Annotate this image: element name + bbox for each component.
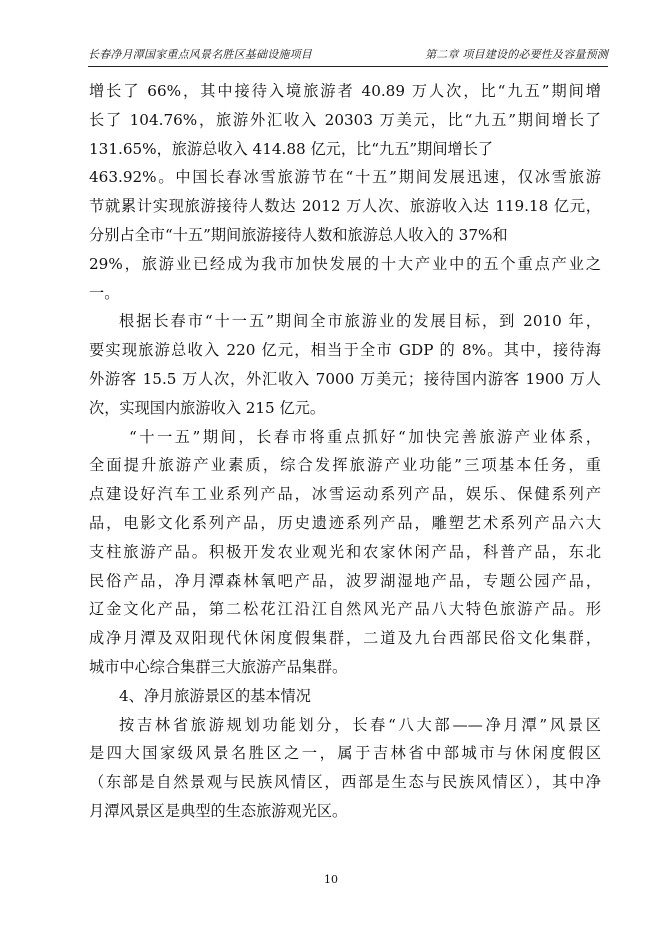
text-line: 支柱旅游产品。积极开发农业观光和农家休闲产品，科普产品，东北 — [89, 542, 601, 561]
text-line: 月潭风景区是典型的生态旅游观光区。 — [89, 801, 348, 820]
text-line: 辽金文化产品，第二松花江沿江自然风光产品八大特色旅游产品。形 — [89, 600, 601, 619]
text-line: 点建设好汽车工业系列产品，冰雪运动系列产品，娱乐、保健系列产 — [89, 485, 601, 504]
text-line: 品，电影文化系列产品，历史遗迹系列产品，雕塑艺术系列产品六大 — [89, 513, 601, 532]
text-line: 一。 — [89, 283, 120, 302]
section-heading: 4、净月旅游景区的基本情况 — [119, 686, 311, 705]
text-line: 成净月潭及双阳现代休闲度假集群，二道及九台西部民俗文化集群， — [89, 629, 601, 648]
text-line: 民俗产品，净月潭森林氧吧产品，波罗湖湿地产品，专题公园产品， — [89, 571, 601, 590]
text-line: 分别占全市“十五”期间旅游接待人数和旅游总人收入的 37%和 — [89, 225, 508, 244]
paragraph-eleventh-five-year-plan — [89, 423, 601, 682]
page-number: 10 — [324, 873, 338, 886]
paragraph-tourism-growth — [89, 77, 601, 307]
text-line: 长了 104.76%，旅游外汇收入 20303 万美元，比“九五”期间增长了 — [89, 110, 601, 129]
body-text — [89, 77, 601, 826]
header-chapter-title: 第二章 项目建设的必要性及容量预测 — [425, 48, 608, 61]
text-line: “十一五”期间，长春市将重点抓好“加快完善旅游产业体系， — [129, 427, 601, 446]
text-line: 增长了 66%，其中接待入境旅游者 40.89 万人次，比“九五”期间增 — [89, 82, 601, 100]
text-line: 根据长春市“十一五”期间全市旅游业的发展目标，到 2010 年， — [119, 312, 601, 331]
paragraph-development-goals — [89, 307, 601, 422]
text-line: 次，实现国内旅游收入 215 亿元。 — [89, 398, 326, 417]
text-line: 是四大国家级风景名胜区之一，属于吉林省中部城市与休闲度假区 — [89, 744, 601, 763]
header-divider — [88, 66, 608, 67]
text-line: 城市中心综合集群三大旅游产品集群。 — [89, 657, 348, 676]
text-line: 要实现旅游总收入 220 亿元，相当于全市 GDP 的 8%。其中，接待海 — [89, 341, 601, 360]
text-line: （东部是自然景观与民族风情区，西部是生态与民族风情区），其中净 — [89, 773, 601, 792]
text-line: 29%，旅游业已经成为我市加快发展的十大产业中的五个重点产业之 — [89, 254, 601, 273]
section-jingyue-scenic-area — [89, 682, 601, 826]
text-line: 节就累计实现旅游接待人数达 2012 万人次、旅游收入达 119.18 亿元， — [89, 197, 601, 216]
header-project-title: 长春净月潭国家重点风景名胜区基础设施项目 — [88, 48, 312, 61]
text-line: 463.92%。中国长春冰雪旅游节在“十五”期间发展迅速，仅冰雪旅游 — [89, 168, 601, 187]
text-line: 全面提升旅游产业素质，综合发挥旅游产业功能”三项基本任务，重 — [89, 456, 601, 475]
running-header — [88, 46, 608, 64]
text-line: 131.65%，旅游总收入 414.88 亿元，比“九五”期间增长了 — [89, 139, 494, 158]
text-line: 按吉林省旅游规划功能划分，长春“八大部——净月潭”风景区 — [119, 715, 601, 734]
text-line: 外游客 15.5 万人次，外汇收入 7000 万美元；接待国内游客 1900 万人 — [89, 369, 601, 388]
